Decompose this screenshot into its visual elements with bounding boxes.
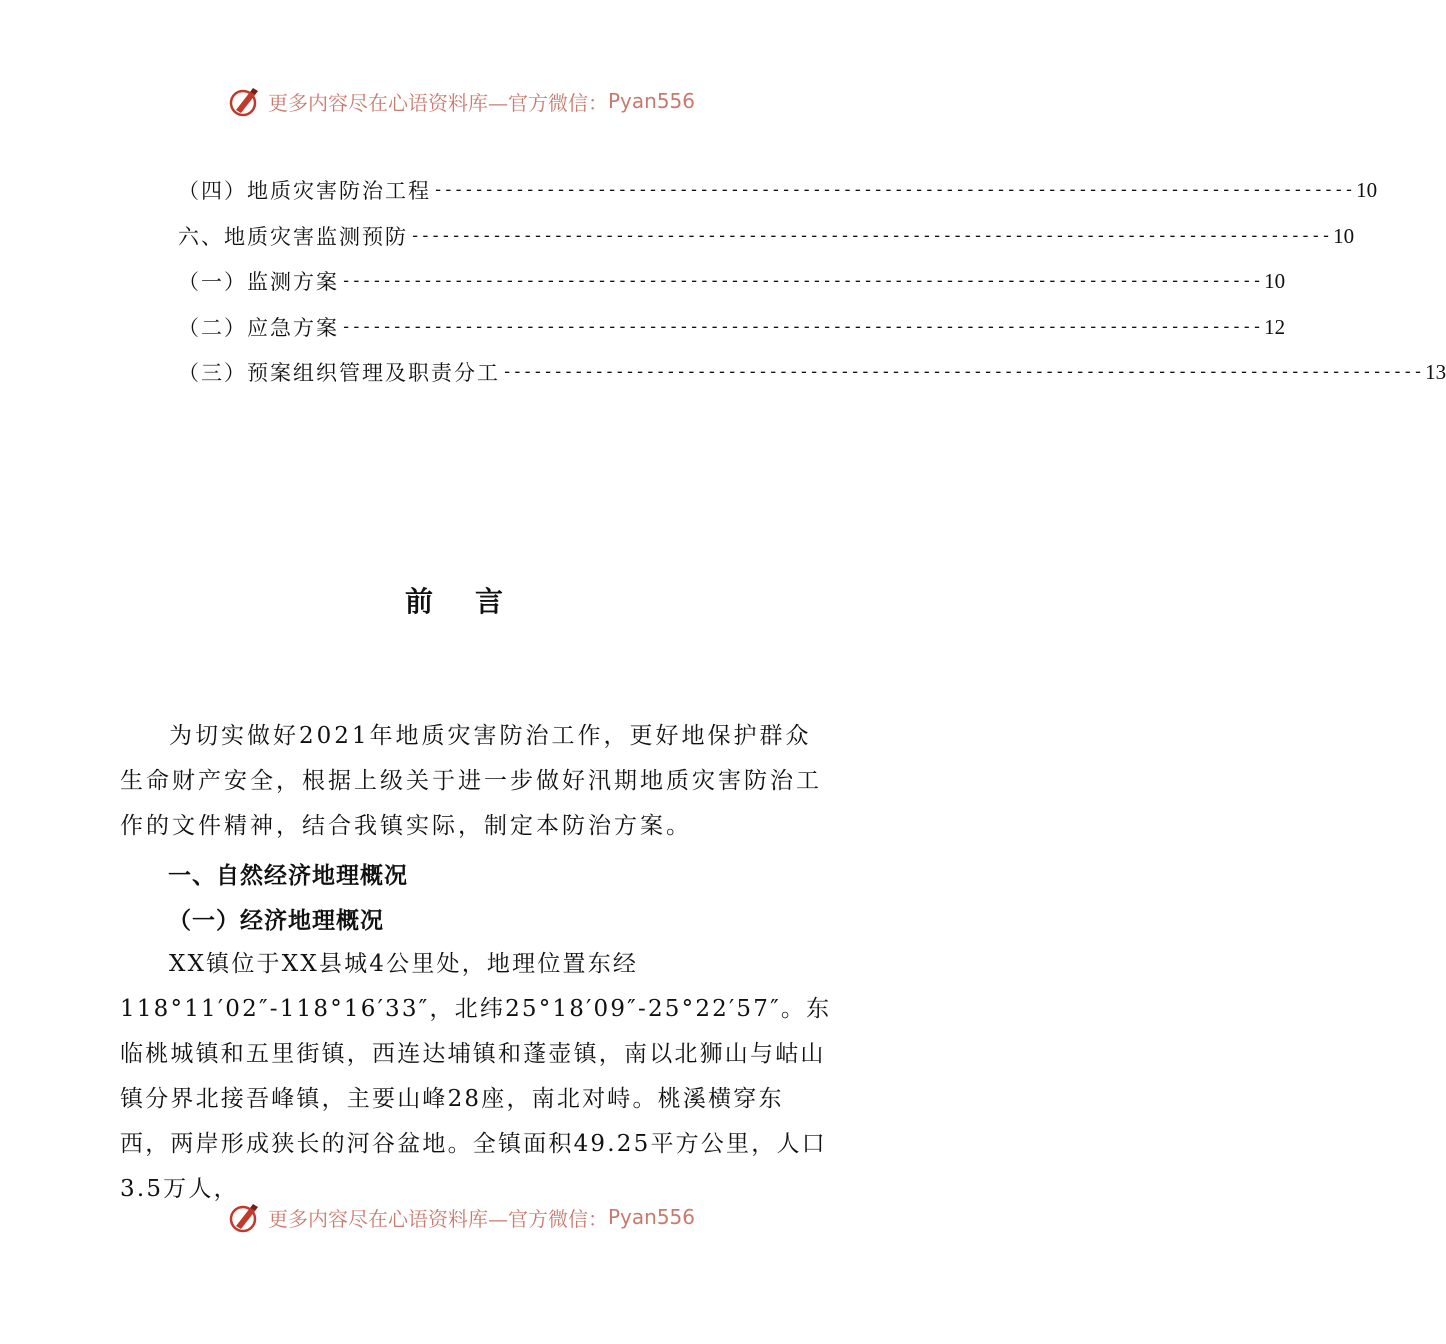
pen-logo-icon	[228, 1200, 262, 1234]
watermark-bottom	[228, 1200, 695, 1234]
toc-leader: ------------------------------------------------------------------------------------------	[502, 362, 1424, 382]
toc-entry-label: （四）地质灾害防治工程	[178, 179, 431, 203]
watermark-handle: Pyan556	[608, 1205, 696, 1229]
section-heading: 一、自然经济地理概况	[168, 863, 408, 889]
toc-leader: ------------------------------------------------------------------------------------------	[341, 271, 1263, 291]
preface-title: 前言	[404, 585, 545, 618]
toc-entry[interactable]	[178, 312, 1286, 342]
toc-entry-label: （二）应急方案	[178, 316, 339, 340]
watermark-handle: Pyan556	[608, 89, 696, 113]
watermark-text: 更多内容尽在心语资料库—官方微信：	[268, 90, 608, 115]
section-subheading: （一）经济地理概况	[168, 908, 384, 934]
toc-entry-label: （三）预案组织管理及职责分工	[178, 361, 500, 385]
toc-entry-page: 10	[1264, 268, 1286, 293]
toc-entry[interactable]	[178, 221, 1355, 251]
toc-leader: ------------------------------------------------------------------------------------------	[433, 180, 1355, 200]
toc-entry[interactable]	[178, 175, 1378, 205]
toc-entry[interactable]	[178, 357, 1446, 387]
toc-entry-page: 10	[1356, 177, 1378, 202]
toc-entry-page: 13	[1425, 359, 1446, 384]
toc-entry-page: 10	[1333, 223, 1355, 248]
toc-entry[interactable]	[178, 266, 1286, 296]
toc-entry-label: 六、地质灾害监测预防	[178, 225, 408, 249]
toc-leader: ------------------------------------------------------------------------------------------	[341, 317, 1263, 337]
toc-leader: ------------------------------------------------------------------------------------------	[410, 226, 1332, 246]
watermark-top	[228, 84, 695, 118]
watermark-text: 更多内容尽在心语资料库—官方微信：	[268, 1206, 608, 1231]
section-paragraph: XX镇位于XX县城4公里处，地理位置东经118°11′02″-118°16′33″，北纬25°18′09″-25°22′57″。东临桃城镇和五里街镇，西连达埔镇和蓬壶镇，南以北狮山与岵山镇分界北接吾峰镇，主要山峰28座，南北对峙。桃溪横穿东西，两岸形成狭长的河谷盆地。全镇面积49.25平方公里，人口3.5万人，	[120, 951, 832, 1202]
preface-paragraph: 为切实做好2021年地质灾害防治工作，更好地保护群众生命财产安全，根据上级关于进一步做好汛期地质灾害防治工作的文件精神，结合我镇实际，制定本防治方案。	[120, 723, 822, 839]
pen-logo-icon	[228, 84, 262, 118]
toc-entry-label: （一）监测方案	[178, 270, 339, 294]
toc-entry-page: 12	[1264, 314, 1286, 339]
